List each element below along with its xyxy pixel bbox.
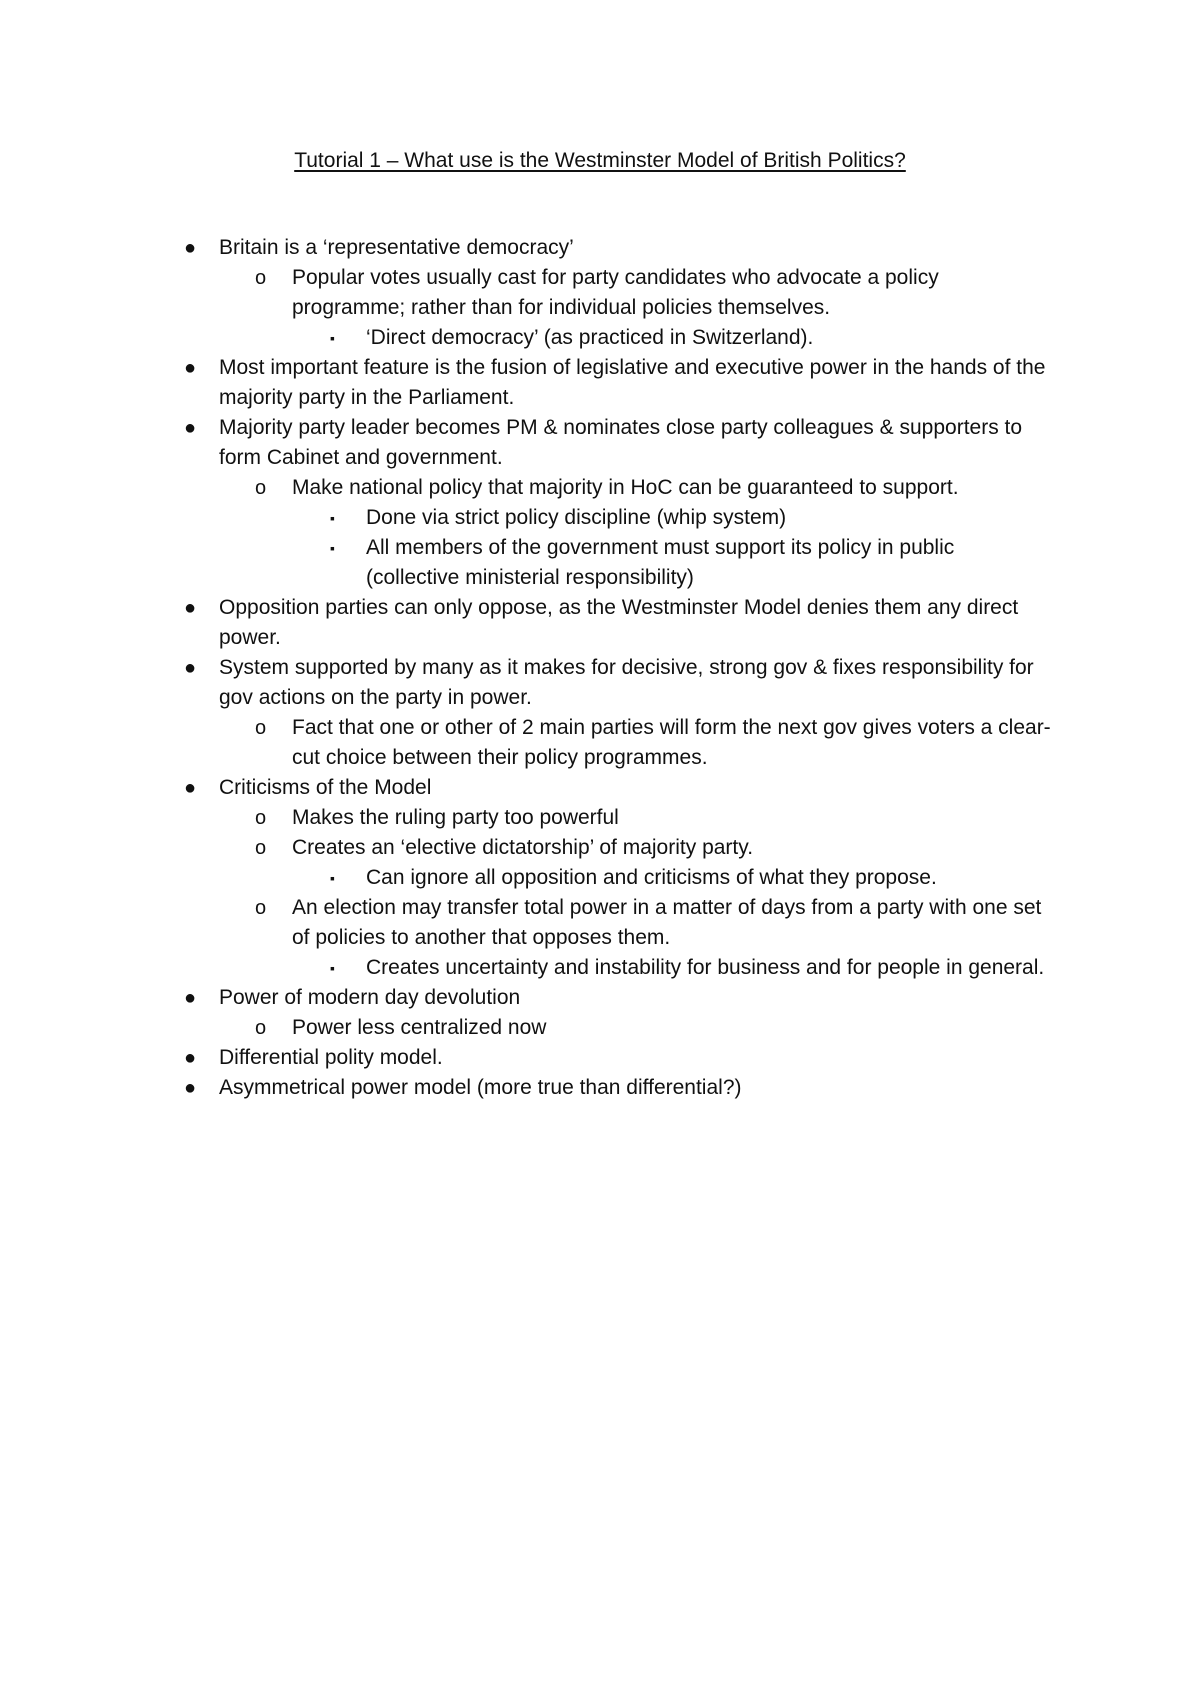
bullet-square-icon: ▪ [330, 330, 335, 346]
bullet-dot-icon: ● [184, 777, 197, 799]
list-item-text: Creates uncertainty and instability for business and for people in general. [366, 956, 1045, 979]
bullet-square-icon: ▪ [330, 870, 335, 886]
list-item-text: Power of modern day devolution [219, 986, 521, 1009]
list-item-level-1 [0, 1073, 1061, 1103]
list-item-level-2 [0, 803, 1052, 833]
bullet-dot-icon: ● [184, 1077, 197, 1099]
list-item-text: Most important feature is the fusion of legislative and executive power in the hands of the majority party in the Parliament. [219, 356, 1046, 409]
bullet-list [0, 233, 1200, 1103]
list-item-level-3 [0, 503, 1046, 533]
list-item-text: Asymmetrical power model (more true than differential?) [219, 1076, 742, 1099]
list-item-level-1 [0, 233, 1061, 263]
bullet-square-icon: ▪ [330, 510, 335, 526]
bullet-dot-icon: ● [184, 657, 197, 679]
list-item-level-1 [0, 413, 1061, 473]
list-item-text: Makes the ruling party too powerful [292, 806, 619, 829]
list-item-text: Can ignore all opposition and criticisms of what they propose. [366, 866, 937, 889]
list-item-level-2 [0, 713, 1052, 773]
bullet-circle-icon: o [255, 717, 267, 739]
list-item-text: Opposition parties can only oppose, as the Westminster Model denies them any direct power. [219, 596, 1019, 649]
list-item-level-2 [0, 833, 1052, 863]
list-item-level-2 [0, 263, 1052, 323]
list-item-level-1 [0, 353, 1061, 413]
list-item-text: Differential polity model. [219, 1046, 443, 1069]
bullet-dot-icon: ● [184, 987, 197, 1009]
list-item-level-2 [0, 473, 1052, 503]
list-item-level-1 [0, 653, 1061, 713]
list-item-text: An election may transfer total power in a matter of days from a party with one set of policies to another that opposes them. [292, 896, 1042, 949]
list-item-level-1 [0, 983, 1061, 1013]
bullet-square-icon: ▪ [330, 960, 335, 976]
list-item-level-2 [0, 1013, 1052, 1043]
list-item-text: Britain is a ‘representative democracy’ [219, 236, 574, 259]
list-item-level-3 [0, 863, 1046, 893]
bullet-circle-icon: o [255, 477, 267, 499]
list-item-text: All members of the government must support its policy in public (collective ministerial responsibility) [366, 536, 955, 589]
list-item-text: Majority party leader becomes PM & nominates close party colleagues & supporters to form Cabinet and government. [219, 416, 1023, 469]
list-item-text: Creates an ‘elective dictatorship’ of majority party. [292, 836, 754, 859]
list-item-level-1 [0, 773, 1061, 803]
list-item-level-3 [0, 323, 1046, 353]
bullet-square-icon: ▪ [330, 540, 335, 556]
list-item-text: Done via strict policy discipline (whip system) [366, 506, 787, 529]
list-item-text: System supported by many as it makes for decisive, strong gov & fixes responsibility for gov actions on the party in power. [219, 656, 1034, 709]
bullet-circle-icon: o [255, 897, 267, 919]
list-item-text: Make national policy that majority in HoC can be guaranteed to support. [292, 476, 959, 499]
bullet-dot-icon: ● [184, 1047, 197, 1069]
list-item-level-3 [0, 533, 1046, 593]
bullet-dot-icon: ● [184, 357, 197, 379]
bullet-dot-icon: ● [184, 597, 197, 619]
list-item-text: Popular votes usually cast for party candidates who advocate a policy programme; rather than for individual policies themselves. [292, 266, 939, 319]
list-item-level-1 [0, 1043, 1061, 1073]
bullet-dot-icon: ● [184, 417, 197, 439]
bullet-circle-icon: o [255, 837, 267, 859]
bullet-circle-icon: o [255, 807, 267, 829]
list-item-level-1 [0, 593, 1061, 653]
list-item-text: Criticisms of the Model [219, 776, 432, 799]
bullet-dot-icon: ● [184, 237, 197, 259]
bullet-circle-icon: o [255, 267, 267, 289]
list-item-level-2 [0, 893, 1052, 953]
list-item-text: ‘Direct democracy’ (as practiced in Switzerland). [366, 326, 814, 349]
document-title: Tutorial 1 – What use is the Westminster Model of British Politics? [294, 149, 906, 172]
bullet-circle-icon: o [255, 1017, 267, 1039]
list-item-text: Power less centralized now [292, 1016, 547, 1039]
list-item-level-3 [0, 953, 1046, 983]
list-item-text: Fact that one or other of 2 main parties will form the next gov gives voters a clear-cut choice between their policy programmes. [292, 716, 1051, 769]
